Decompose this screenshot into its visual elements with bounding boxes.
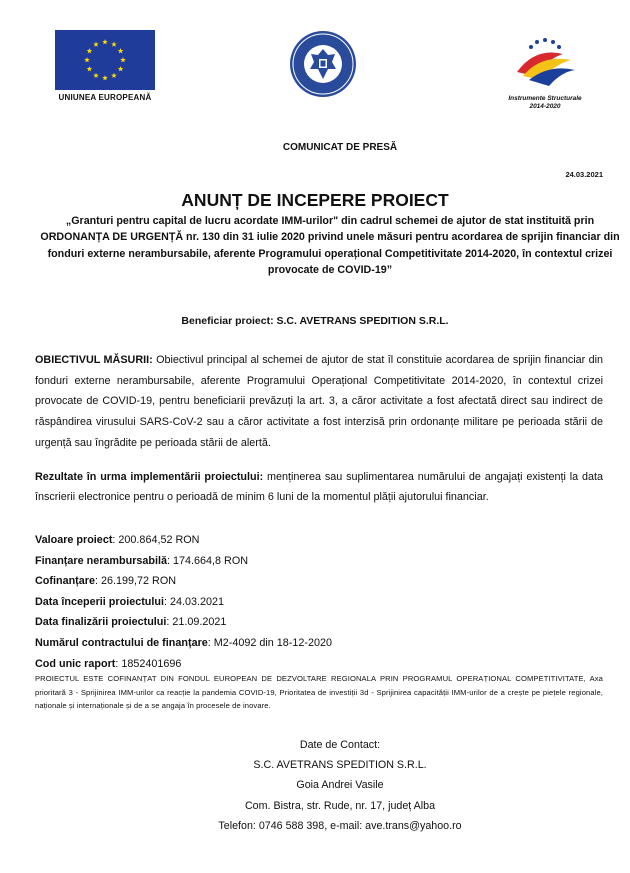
eu-logo: [55, 30, 155, 102]
structural-instruments-logo: [505, 32, 585, 118]
government-seal-icon: [288, 29, 358, 99]
eu-flag-icon: [55, 30, 155, 90]
detail-row: Valoare proiect: 200.864,52 RON: [35, 534, 200, 546]
government-seal: [288, 29, 358, 99]
detail-row: Cofinanțare: 26.199,72 RON: [35, 575, 177, 588]
detail-row: Finanțare nerambursabilă: 174.664,8 RON: [35, 554, 249, 567]
detail-label: Cod unic raport: [35, 657, 116, 670]
eu-star-icon: [93, 41, 99, 46]
results-paragraph: [35, 468, 603, 507]
detail-value: 21.09.2021: [172, 616, 227, 629]
detail-value: 174.664,8 RON: [173, 554, 249, 567]
page-title: ANUNȚ DE INCEPERE PROIECT: [181, 190, 449, 210]
eu-star-icon: [120, 57, 126, 62]
project-details: [35, 530, 332, 674]
eu-star-icon: [102, 39, 108, 44]
contact-address: Com. Bistra, str. Rude, nr. 17, județ Alba: [244, 799, 436, 812]
contact-block: [0, 735, 630, 836]
objective-paragraph: [35, 350, 603, 454]
contact-company: S.C. AVETRANS SPEDITION S.R.L.: [253, 759, 427, 772]
contact-phone-email: Telefon: 0746 588 398, e-mail: ave.trans@yahoo.ro: [218, 819, 462, 832]
structural-instruments-icon: [505, 32, 585, 90]
eu-star-icon: [87, 66, 93, 71]
detail-value: 24.03.2021: [170, 595, 225, 608]
objective-text: Obiectivul principal al schemei de ajutor de stat îl constituie acordarea de sprijin financiar din fonduri externe nerambursabile, aferente Programului Operațional Competitivitate 2014-2020, în contextul crizei provocate de COVID-19, pentru beneficiarii prevăzuți la art. 3, a căror activitate a fost afectată direct sau indirect de răspândirea virusului SARS-CoV-2 sau a căror activitate a fost interzisă prin ordonanțe militare pe perioada stării de urgență sau îngrădite pe perioada stării de alertă.: [35, 354, 604, 449]
eu-star-icon: [111, 41, 117, 46]
contact-heading: Date de Contact:: [299, 739, 381, 751]
detail-value: M2-4092 din 18-12-2020: [213, 636, 333, 649]
detail-label: Finanțare nerambursabilă: [35, 554, 168, 567]
objective-label: OBIECTIVUL MĂSURII:: [35, 354, 153, 366]
detail-row: Data începerii proiectului: 24.03.2021: [35, 595, 225, 608]
detail-label: Data începerii proiectului: [35, 595, 164, 608]
eu-caption: UNIUNEA EUROPEANĂ: [58, 93, 152, 102]
detail-value: 200.864,52 RON: [118, 534, 200, 546]
beneficiary-line: Beneficiar proiect: S.C. AVETRANS SPEDITION S.R.L.: [181, 315, 449, 327]
detail-label: Valoare proiect: [35, 534, 113, 546]
contact-person: Goia Andrei Vasile: [296, 779, 384, 792]
detail-label: Cofinanțare: [35, 575, 95, 588]
results-label: Rezultate în urma implementării proiectului:: [35, 471, 264, 483]
eu-star-icon: [102, 75, 108, 80]
detail-label: Numărul contractului de finanțare: [35, 636, 208, 649]
document-date: 24.03.2021: [565, 170, 603, 179]
results-text: menținerea sau suplimentarea numărului de angajați existenți la data înscrierii electronice pentru o perioadă de minim 6 luni de la momentul plății ajutorului financiar.: [35, 471, 603, 503]
is-caption-line2: 2014-2020: [529, 103, 561, 110]
detail-value: 26.199,72 RON: [101, 575, 177, 588]
eu-star-icon: [118, 48, 124, 53]
is-caption-line1: Instrumente Structurale: [508, 95, 582, 102]
detail-label: Data finalizării proiectului: [35, 616, 167, 629]
eu-star-icon: [111, 73, 117, 78]
detail-value: 1852401696: [121, 657, 182, 670]
eu-star-icon: [118, 66, 124, 71]
detail-row: Numărul contractului de finanțare: M2-4092 din 18-12-2020: [35, 636, 333, 649]
eu-star-icon: [93, 73, 99, 78]
funding-disclaimer: PROIECTUL ESTE COFINANȚAT DIN FONDUL EUROPEAN DE DEZVOLTARE REGIONALA PRIN PROGRAMUL OPERAȚIONAL COMPETITIVITATE, Axa prioritară 3 - Sprijinirea IMM-urilor ca reacție la pandemia COVID-19, Prioritatea de investiții 3d - Sprijinirea capacității IMM-urilor de a crește pe piețele regionale, naționale și internaționale și de a se angaja în procesele de inovare.: [35, 674, 603, 711]
detail-row: Cod unic raport: 1852401696: [35, 657, 182, 670]
eu-star-icon: [87, 48, 93, 53]
press-release-label: COMUNICAT DE PRESĂ: [282, 142, 398, 153]
project-subtitle: „Granturi pentru capital de lucru acordate IMM-urilor" din cadrul schemei de ajutor de stat instituită prin ORDONANȚA DE URGENȚĂ nr. 130 din 31 iulie 2020 privind unele măsuri pentru acordarea de sprijin financiar din fonduri externe nerambursabile, aferente Programului operațional Competitivitate 2014-2020, în contextul crizei provocate de COVID-19”: [40, 215, 620, 276]
detail-row: Data finalizării proiectului: 21.09.2021: [35, 616, 227, 629]
eu-star-icon: [84, 57, 90, 62]
